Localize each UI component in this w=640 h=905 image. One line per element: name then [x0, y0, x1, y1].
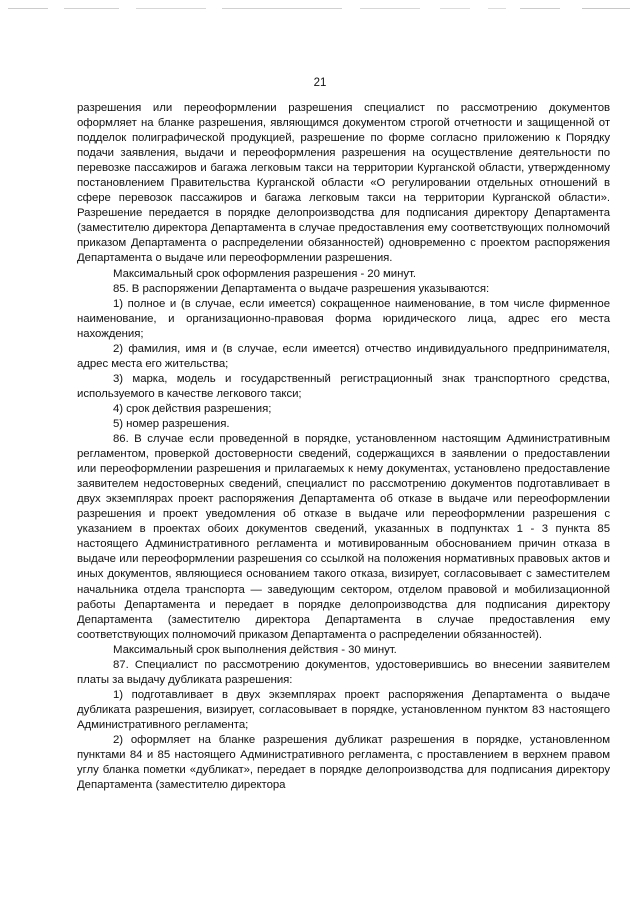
paragraph: 2) фамилия, имя и (в случае, если имеется) отчество индивидуального предпринимателя, адрес места его жительства; — [77, 342, 610, 370]
paragraph: 4) срок действия разрешения; — [113, 402, 272, 415]
paragraph: 85. В распоряжении Департамента о выдаче разрешения указываются: — [113, 282, 490, 295]
paragraph: 86. В случае если проведенной в порядке, установленном настоящим Административным регламентом, проверкой достоверности сведений, содержащихся в заявлении о предоставлении или переоформлении разрешения и прилагаемых к нему документах, установлено предоставление заявителем недостоверных сведений, специалист по рассмотрению документов подготавливает в двух экземплярах проект распоряжения Департамента об отказе в выдаче или переоформлении разрешения и проект уведомления об отказе в выдаче или переоформлении разрешения с указанием в проектах обоих документов сведений, указанных в подпунктах 1 - 3 пункта 85 настоящего Административного регламента и мотивированным обоснованием причин отказа в выдаче или переоформлении разрешения со ссылкой на положения нормативных правовых актов и иных документов, являющиеся основанием такого отказа, визирует, согласовывает с заместителем начальника отдела транспорта — заведующим сектором, отделом правовой и мобилизационной работы Департамента и передает в порядке делопроизводства для подписания директору Департамента (заместителю директора Департамента в случае предоставления ему соответствующих полномочий приказом Департамента о распределении обязанностей). — [77, 433, 610, 641]
paragraph: 1) подготавливает в двух экземплярах проект распоряжения Департамента о выдаче дубликата разрешения, визирует, согласовывает в порядке, установленном пунктом 83 настоящего Административного регламента; — [77, 688, 610, 731]
paragraph: 3) марка, модель и государственный регистрационный знак транспортного средства, используемого в качестве легкового такси; — [77, 372, 610, 400]
paragraph: Максимальный срок оформления разрешения - 20 минут. — [113, 267, 416, 280]
paragraph: 1) полное и (в случае, если имеется) сокращенное наименование, в том числе фирменное наименование, и организационно-правовая форма юридического лица, адрес его места нахождения; — [77, 297, 610, 340]
paragraph: 2) оформляет на бланке разрешения дубликат разрешения в порядке, установленном пунктами 84 и 85 настоящего Административного регламента, с проставлением в верхнем правом углу бланка пометки «дубликат», передает в порядке делопроизводства для подписания директору Департамента (заместителю директора — [77, 733, 610, 792]
paragraph: разрешения или переоформлении разрешения специалист по рассмотрению документов оформляет на бланке разрешения, являющимся документом строгой отчетности и защищенной от подделок полиграфической продукцией, разрешение по форме согласно приложению к Порядку подачи заявления, выдачи и переоформления разрешения на осуществление деятельности по перевозке пассажиров и багажа легковым такси на территории Курганской области, утвержденному постановлением Правительства Курганской области «О регулировании отдельных отношений в сфере перевозок пассажиров и багажа легковым такси на территории Курганской области». Разрешение передается в порядке делопроизводства для подписания директору Департамента (заместителю директора Департамента в случае предоставления ему соответствующих полномочий приказом Департамента о распределении обязанностей) одновременно с проектом распоряжения Департамента о выдаче или переоформлении разрешения. — [77, 102, 610, 265]
document-body — [77, 101, 610, 793]
page-number: 21 — [313, 77, 327, 89]
paragraph: Максимальный срок выполнения действия - 30 минут. — [113, 643, 397, 656]
paragraph: 5) номер разрешения. — [113, 417, 230, 430]
paragraph: 87. Специалист по рассмотрению документов, удостоверившись во внесении заявителем платы за выдачу дубликата разрешения: — [77, 658, 610, 686]
scan-top-edge — [0, 2, 640, 16]
